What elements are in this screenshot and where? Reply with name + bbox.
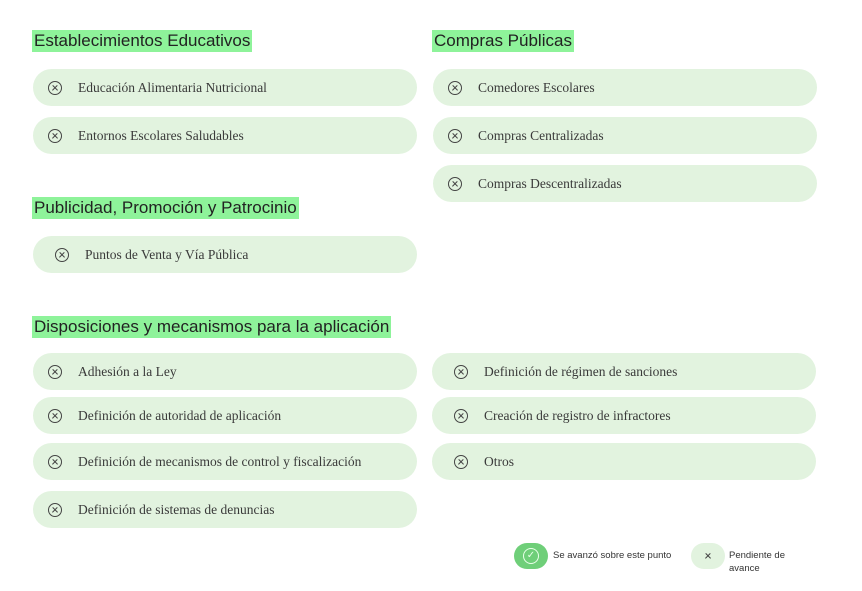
section-title-disposiciones: Disposiciones y mecanismos para la aplicación — [34, 317, 390, 336]
item-label: Definición de mecanismos de control y fiscalización — [78, 453, 362, 469]
x-circle-icon — [48, 409, 62, 423]
x-circle-icon — [448, 81, 462, 95]
section-title-publicidad: Publicidad, Promoción y Patrocinio — [34, 198, 297, 217]
x-circle-icon — [454, 365, 468, 379]
item-mecanismos-control[interactable] — [33, 443, 417, 480]
item-compras-descentralizadas[interactable] — [433, 165, 817, 202]
x-circle-icon — [48, 503, 62, 517]
item-label: Entornos Escolares Saludables — [78, 127, 244, 143]
item-autoridad-aplicacion[interactable] — [33, 397, 417, 434]
item-otros[interactable] — [432, 443, 816, 480]
item-label: Puntos de Venta y Vía Pública — [85, 246, 249, 262]
item-compras-centralizadas[interactable] — [433, 117, 817, 154]
x-circle-icon — [48, 81, 62, 95]
item-label: Definición de autoridad de aplicación — [78, 407, 282, 423]
item-label: Definición de sistemas de denuncias — [78, 501, 275, 517]
x-circle-icon — [454, 409, 468, 423]
item-registro-infractores[interactable] — [432, 397, 816, 434]
check-circle-icon: ✓ — [523, 548, 539, 564]
item-label: Otros — [484, 453, 514, 469]
item-adhesion-ley[interactable] — [33, 353, 417, 390]
item-label: Comedores Escolares — [478, 79, 595, 95]
item-label: Compras Centralizadas — [478, 127, 604, 143]
item-regimen-sanciones[interactable] — [432, 353, 816, 390]
item-label: Compras Descentralizadas — [478, 175, 622, 191]
item-educacion-alimentaria[interactable] — [33, 69, 417, 106]
legend-advanced-label: Se avanzó sobre este punto — [553, 550, 672, 561]
item-label: Educación Alimentaria Nutricional — [78, 79, 267, 95]
item-comedores-escolares[interactable] — [433, 69, 817, 106]
x-circle-icon — [48, 455, 62, 469]
x-circle-icon — [454, 455, 468, 469]
legend-pending-swatch — [691, 543, 725, 569]
section-title-establecimientos: Establecimientos Educativos — [34, 31, 251, 50]
item-label: Adhesión a la Ley — [78, 363, 177, 379]
legend-pending-label: Pendiente de avance — [729, 550, 785, 574]
x-circle-icon — [448, 177, 462, 191]
legend-advanced-swatch — [514, 543, 548, 569]
item-label: Definición de régimen de sanciones — [484, 363, 678, 379]
x-circle-icon — [55, 248, 69, 262]
x-circle-icon — [48, 129, 62, 143]
item-entornos-escolares[interactable] — [33, 117, 417, 154]
section-title-compras: Compras Públicas — [434, 31, 572, 50]
x-circle-icon — [448, 129, 462, 143]
item-label: Creación de registro de infractores — [484, 407, 671, 423]
item-sistemas-denuncias[interactable] — [33, 491, 417, 528]
item-puntos-de-venta[interactable] — [33, 236, 417, 273]
x-circle-icon — [48, 365, 62, 379]
